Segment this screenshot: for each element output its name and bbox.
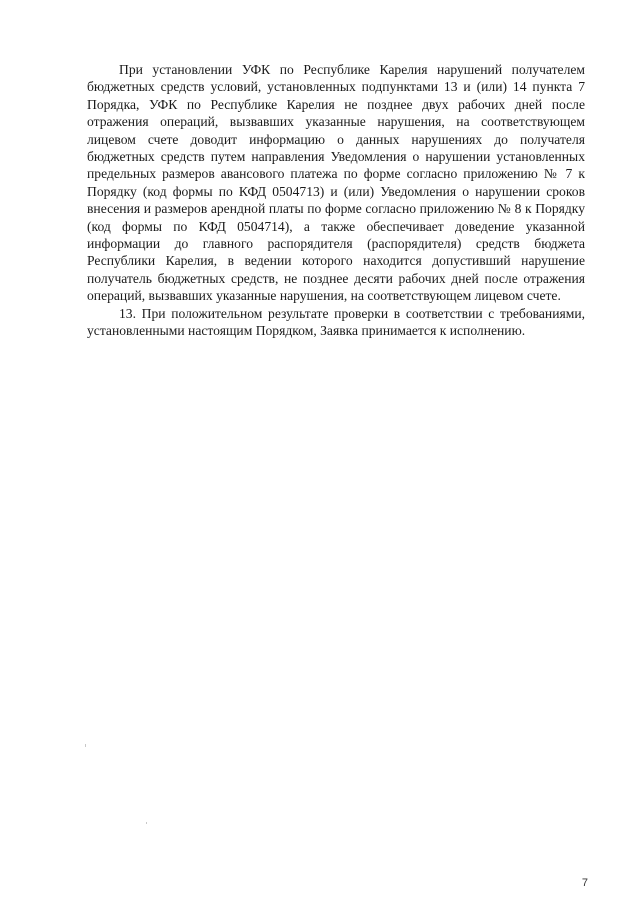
page-number: 7 xyxy=(581,877,588,889)
paragraph-ufk-violations: При установлении УФК по Республике Карелия нарушений получателем бюджетных средств условий, установленных подпунктами 13 и (или) 14 пункта 7 Порядка, УФК по Республике Карелия не позднее двух рабочих дней после отражения операций, вызвавших указанные нарушения, на соответствующем лицевом счете доводит информацию о данных нарушениях до получателя бюджетных средств путем направления Уведомления о нарушении установленных предельных размеров авансового платежа по форме согласно приложению № 7 к Порядку (код формы по КФД 0504713) и (или) Уведомления о нарушении сроков внесения и размеров арендной платы по форме согласно приложению № 8 к Порядку (код формы по КФД 0504714), а также обеспечивает доведение указанной информации до главного распорядителя (распорядителя) средств бюджета Республики Карелия, в ведении которого находится допустивший нарушение получатель бюджетных средств, не позднее десяти рабочих дней после отражения операций, вызвавших указанные нарушения, на соответствующем лицевом счете. xyxy=(87,62,585,304)
scan-artifact xyxy=(85,744,86,747)
paragraph-13-acceptance: 13. При положительном результате проверки в соответствии с требованиями, установленными настоящим Порядком, Заявка принимается к исполнению. xyxy=(87,305,585,339)
scan-artifact xyxy=(146,822,147,824)
document-body xyxy=(87,61,585,340)
